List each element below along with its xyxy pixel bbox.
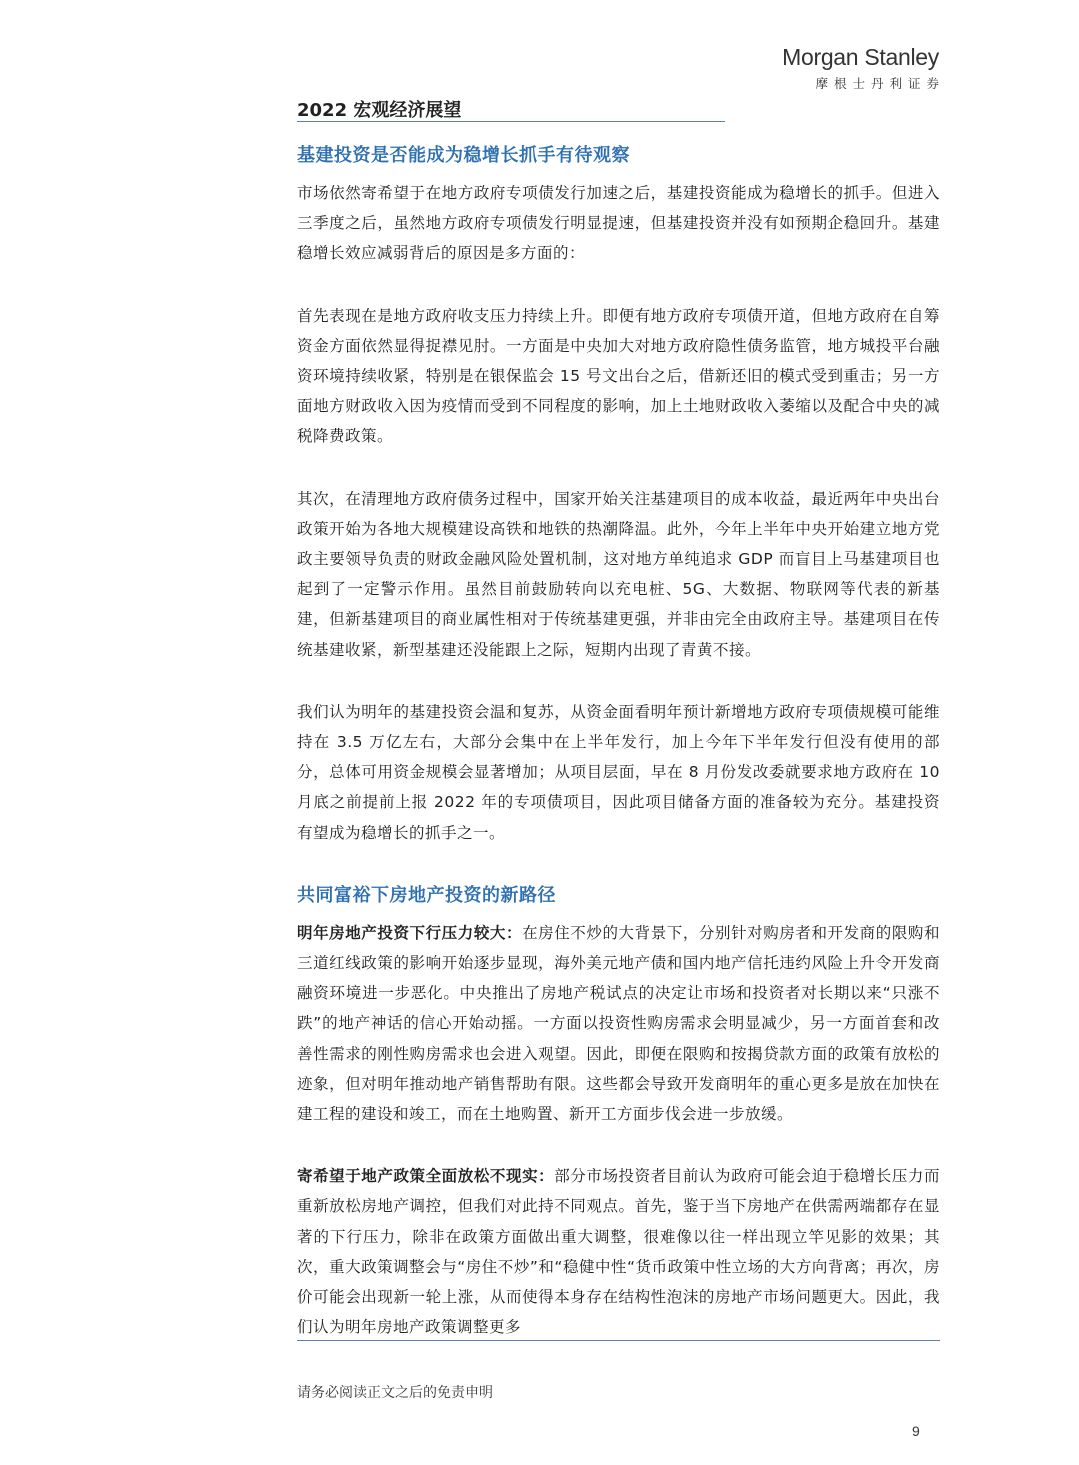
morgan-stanley-logo (782, 44, 945, 92)
brand-name-en: Morgan Stanley (782, 44, 939, 70)
paragraph-text: 在房住不炒的大背景下，分别针对购房者和开发商的限购和三道红线政策的影响开始逐步显现，海外美元地产债和国内地产信托违约风险上升令开发商融资环境进一步恶化。中央推出了房地产税试点的决定让市场和投资者对长期以来“只涨不跌”的地产神话的信心开始动摇。一方面以投资性购房需求会明显减少，另一方面首套和改善性需求的刚性购房需求也会进入观望。因此，即便在限购和按揭贷款方面的政策有放松的迹象，但对明年推动地产销售帮助有限。这些都会导致开发商明年的重心更多是放在加快在建工程的建设和竣工，而在土地购置、新开工方面步伐会进一步放缓。 (297, 923, 940, 1124)
paragraph-text: 我们认为明年的基建投资会温和复苏，从资金面看明年预计新增地方政府专项债规模可能维持在 3.5 万亿左右，大部分会集中在上半年发行，加上今年下半年发行但没有使用的部分，总体可用资金规模会显著增加；从项目层面，早在 8 月份发改委就要求地方政府在 10 月底之前提前上报 2022 年的专项债项目，因此项目储备方面的准备较为充分。基建投资有望成为稳增长的抓手之一。 (297, 702, 940, 842)
footer-divider (297, 1340, 940, 1341)
paragraph-text: 市场依然寄希望于在地方政府专项债发行加速之后，基建投资能成为稳增长的抓手。但进入三季度之后，虽然地方政府专项债发行明显提速，但基建投资并没有如预期企稳回升。基建稳增长效应减弱背后的原因是多方面的： (297, 184, 940, 263)
paragraph (297, 918, 940, 1129)
paragraph-lead: 明年房地产投资下行压力较大： (297, 923, 523, 942)
disclaimer-note: 请务必阅读正文之后的免责申明 (297, 1385, 493, 1401)
paragraph (297, 484, 940, 665)
section-title-infrastructure: 基建投资是否能成为稳增长抓手有待观察 (297, 145, 630, 166)
paragraph (297, 178, 940, 269)
report-title: 2022 宏观经济展望 (297, 100, 462, 121)
paragraph (297, 301, 940, 452)
paragraph-text: 其次，在清理地方政府债务过程中，国家开始关注基建项目的成本收益，最近两年中央出台政策开始为各地大规模建设高铁和地铁的热潮降温。此外，今年上半年中央开始建立地方党政主要领导负责的财政金融风险处置机制，这对地方单纯追求 GDP 而盲目上马基建项目也起到了一定警示作用。虽然目前鼓励转向以充电桩、5G、大数据、物联网等代表的新基建，但新基建项目的商业属性相对于传统基建更强，并非由完全由政府主导。基建项目在传统基建收紧，新型基建还没能跟上之际，短期内出现了青黄不接。 (297, 489, 940, 659)
paragraph (297, 697, 940, 848)
paragraph-text: 首先表现在是地方政府收支压力持续上升。即便有地方政府专项债开道，但地方政府在自筹资金方面依然显得捉襟见肘。一方面是中央加大对地方政府隐性债务监管，地方城投平台融资环境持续收紧，特别是在银保监会 15 号文出台之后，借新还旧的模式受到重击；另一方面地方财政收入因为疫情而受到不同程度的影响，加上土地财政收入萎缩以及配合中央的减税降费政策。 (297, 306, 940, 446)
section-title-real-estate: 共同富裕下房地产投资的新路径 (297, 884, 556, 906)
paragraph-lead: 寄希望于地产政策全面放松不现实： (297, 1167, 555, 1186)
page-number: 9 (912, 1423, 920, 1439)
brand-name-cn: 摩根士丹利证券 (815, 76, 945, 91)
paragraph-text: 部分市场投资者目前认为政府可能会迫于稳增长压力而重新放松房地产调控，但我们对此持不同观点。首先，鉴于当下房地产在供需两端都存在显著的下行压力，除非在政策方面做出重大调整，很难像以往一样出现立竿见影的效果；其次，重大政策调整会与“房住不炒”和“稳健中性“货币政策中性立场的大方向背离；再次，房价可能会出现新一轮上涨，从而使得本身存在结构性泡沫的房地产市场问题更大。因此，我们认为明年房地产政策调整更多 (297, 1167, 940, 1337)
paragraph (297, 1161, 940, 1342)
header-divider (297, 121, 725, 122)
main-content (297, 140, 940, 1375)
